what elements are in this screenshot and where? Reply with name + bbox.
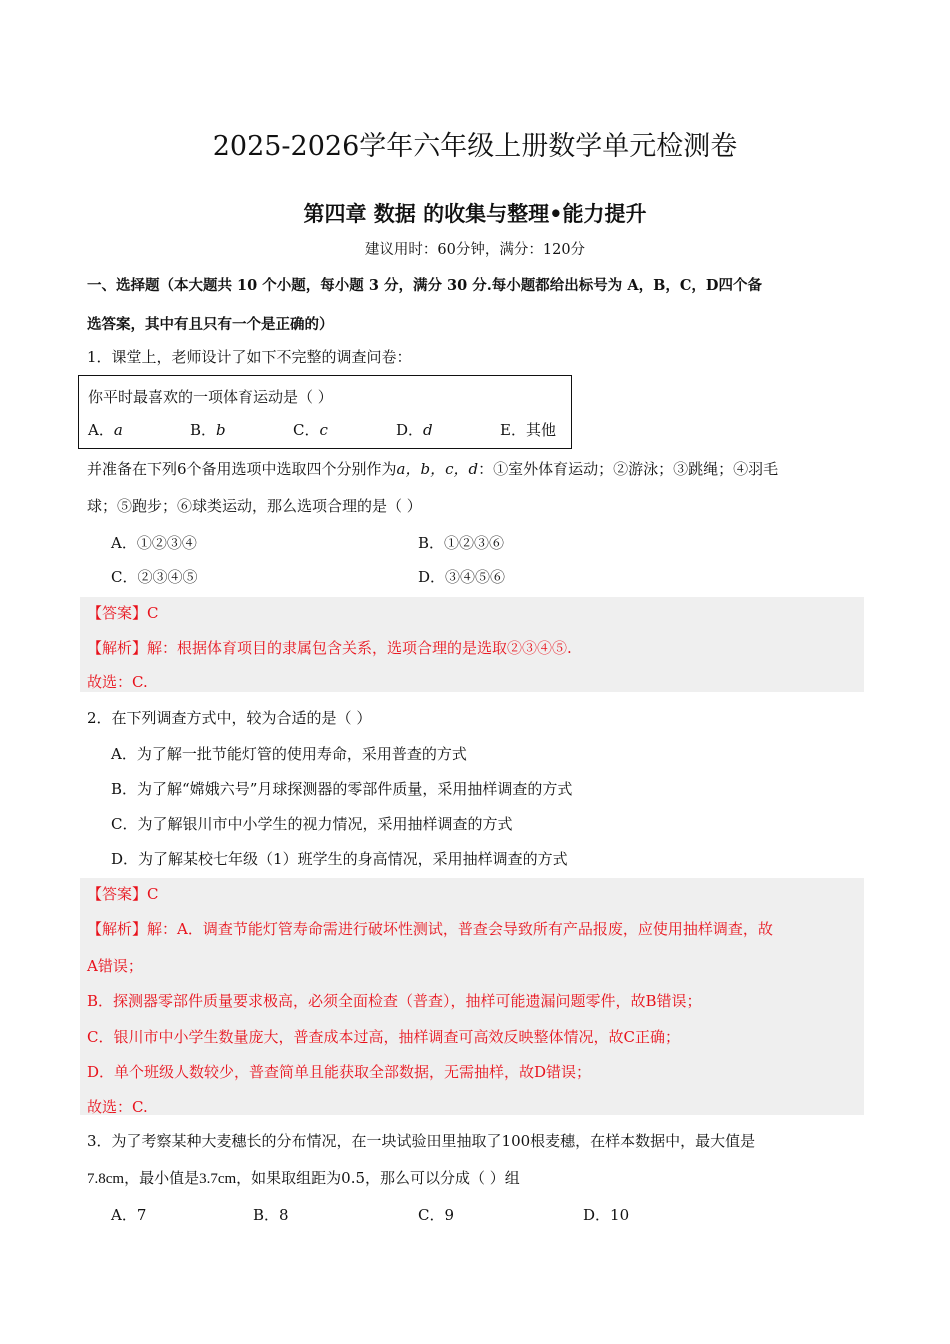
q1-option-a: A．①②③④	[111, 534, 197, 552]
q1-box-option-e: E．其他	[500, 421, 556, 439]
q3-line1: 3．为了考察某种大麦穗长的分布情况，在一块试验田里抽取了100根麦穗，在样本数据中，最大值是	[87, 1132, 756, 1150]
q2-stem: 2．在下列调查方式中，较为合适的是（ ）	[87, 709, 372, 727]
page-title: 2025-2026学年六年级上册数学单元检测卷	[212, 131, 738, 162]
q3-max-value: 7.8cm	[87, 1171, 125, 1187]
q2-conclusion: 故选：C.	[87, 1098, 148, 1116]
q1-stem: 1．课堂上，老师设计了如下不完整的调查问卷：	[87, 348, 412, 366]
q2-answer: 【答案】C	[87, 885, 159, 903]
q2-option-c: C．为了解银川市中小学生的视力情况，采用抽样调查的方式	[111, 815, 513, 833]
q1-box-option-d: D．d	[396, 421, 433, 439]
chapter-subtitle: 第四章 数据 的收集与整理•能力提升	[303, 201, 647, 226]
q1-option-c: C．②③④⑤	[111, 568, 198, 586]
q1-conclusion: 故选：C.	[87, 673, 148, 691]
q1-option-b: B．①②③⑥	[418, 534, 505, 552]
q2-analysis-line3: B．探测器零部件质量要求极高，必须全面检查（普查），抽样可能遗漏问题零件，故B错误；	[87, 992, 702, 1010]
q3-option-a: A．7	[111, 1206, 147, 1224]
q3-option-d: D．10	[583, 1206, 630, 1224]
time-score-info: 建议用时：60分钟，满分：120分	[364, 242, 586, 258]
q1-box-question: 你平时最喜欢的一项体育运动是（ ）	[88, 388, 333, 406]
q2-option-d: D．为了解某校七年级（1）班学生的身高情况，采用抽样调查的方式	[111, 850, 568, 868]
section-heading-line1: 一、选择题（本大题共 10 个小题，每小题 3 分，满分 30 分.每小题都给出标号为 A，B，C，D四个备	[87, 277, 762, 294]
q2-analysis-line4: C．银川市中小学生数量庞大，普查成本过高，抽样调查可高效反映整体情况，故C正确；	[87, 1028, 680, 1046]
q1-line3: 球；⑤跑步；⑥球类运动，那么选项合理的是（ ）	[87, 497, 422, 515]
q1-option-d: D．③④⑤⑥	[418, 568, 506, 586]
q3-line2: 7.8cm，最小值是3.7cm，如果取组距为0.5，那么可以分成（ ）组	[87, 1169, 520, 1187]
q1-box-option-a: A．a	[88, 421, 123, 439]
q1-answer: 【答案】C	[87, 604, 159, 622]
q3-min-value: 3.7cm	[199, 1171, 237, 1187]
q1-analysis: 【解析】解：根据体育项目的隶属包含关系，选项合理的是选取②③④⑤.	[87, 639, 572, 657]
q1-box-option-c: C．c	[293, 421, 328, 439]
q2-analysis-line2: A错误；	[87, 957, 143, 975]
q2-option-a: A．为了解一批节能灯管的使用寿命，采用普查的方式	[111, 745, 467, 763]
q1-box-option-b: B．b	[190, 421, 226, 439]
q1-line2: 并准备在下列6个备用选项中选取四个分别作为a，b，c，d：①室外体育运动；②游泳；③跳绳；④羽毛	[87, 460, 779, 478]
section-heading-line2: 选答案，其中有且只有一个是正确的）	[87, 316, 334, 333]
q3-option-b: B．8	[253, 1206, 289, 1224]
q2-option-b: B．为了解“嫦娥六号”月球探测器的零部件质量，采用抽样调查的方式	[111, 780, 573, 798]
q2-analysis-line1: 【解析】解：A．调查节能灯管寿命需进行破坏性测试，普查会导致所有产品报废，应使用抽样调查，故	[87, 920, 773, 938]
q2-analysis-line5: D．单个班级人数较少，普查简单且能获取全部数据，无需抽样，故D错误；	[87, 1063, 592, 1081]
q3-option-c: C．9	[418, 1206, 455, 1224]
